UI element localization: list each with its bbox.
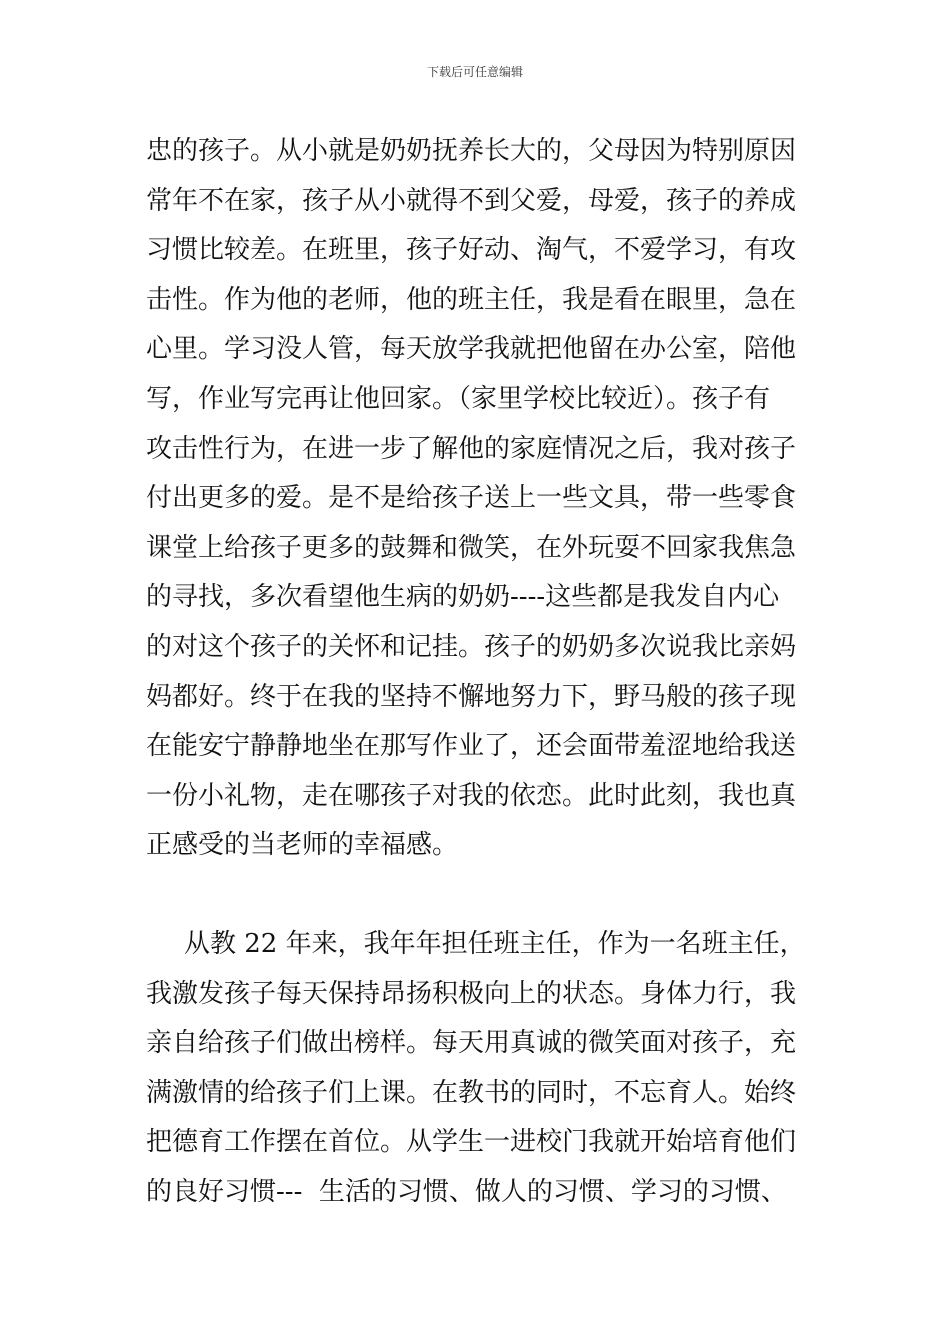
text-line: 忠的孩子。从小就是奶奶抚养长大的，父母因为特别原因: [146, 136, 797, 166]
paragraph-1: [146, 127, 810, 871]
text-line: 亲自给孩子们做出榜样。每天用真诚的微笑面对孩子，充: [146, 1028, 797, 1059]
text-line-indented: 从教 22 年来，我年年担任班主任，作为一名班主任，: [184, 928, 806, 959]
text-line: 的良好习惯--- 生活的习惯、做人的习惯、学习的习惯、: [146, 1176, 787, 1207]
text-line: 在能安宁静静地坐在那写作业了，还会面带羞涩地给我送: [146, 731, 797, 762]
page-header: 下载后可任意编辑: [426, 65, 523, 79]
text-line: 课堂上给孩子更多的鼓舞和微笑，在外玩耍不回家我焦急: [146, 532, 797, 563]
text-line: 心里。学习没人管，每天放学我就把他留在办公室，陪他: [146, 334, 797, 365]
text-line: 写，作业写完再让他回家。（家里学校比较近）。孩子有: [146, 383, 771, 414]
text-line: 妈都好。终于在我的坚持不懈地努力下，野马般的孩子现: [146, 681, 797, 712]
text-line: 满激情的给孩子们上课。在教书的同时，不忘育人。始终: [146, 1077, 797, 1108]
text-line: 的寻找，多次看望他生病的奶奶----这些都是我发自内心: [146, 582, 780, 613]
document-body: [146, 127, 810, 1217]
text-line: 常年不在家，孩子从小就得不到父爱，母爱，孩子的养成: [146, 185, 797, 216]
text-line: 攻击性行为，在进一步了解他的家庭情况之后，我对孩子: [146, 433, 797, 464]
paragraph-spacer: [146, 871, 810, 920]
text-line: 我激发孩子每天保持昂扬积极向上的状态。身体力行，我: [146, 978, 797, 1009]
text-line: 习惯比较差。在班里，孩子好动、淘气，不爱学习，有攻: [146, 235, 797, 266]
text-line: 击性。作为他的老师，他的班主任，我是看在眼里，急在: [146, 284, 797, 315]
text-line: 一份小礼物，走在哪孩子对我的依恋。此时此刻，我也真: [146, 780, 797, 811]
paragraph-2: [146, 920, 810, 1218]
text-line: 把德育工作摆在首位。从学生一进校门我就开始培育他们: [146, 1127, 797, 1158]
text-line: 正感受的当老师的幸福感。: [146, 830, 459, 861]
text-line: 付出更多的爱。是不是给孩子送上一些文具，带一些零食: [146, 483, 797, 514]
text-line: 的对这个孩子的关怀和记挂。孩子的奶奶多次说我比亲妈: [146, 631, 797, 662]
